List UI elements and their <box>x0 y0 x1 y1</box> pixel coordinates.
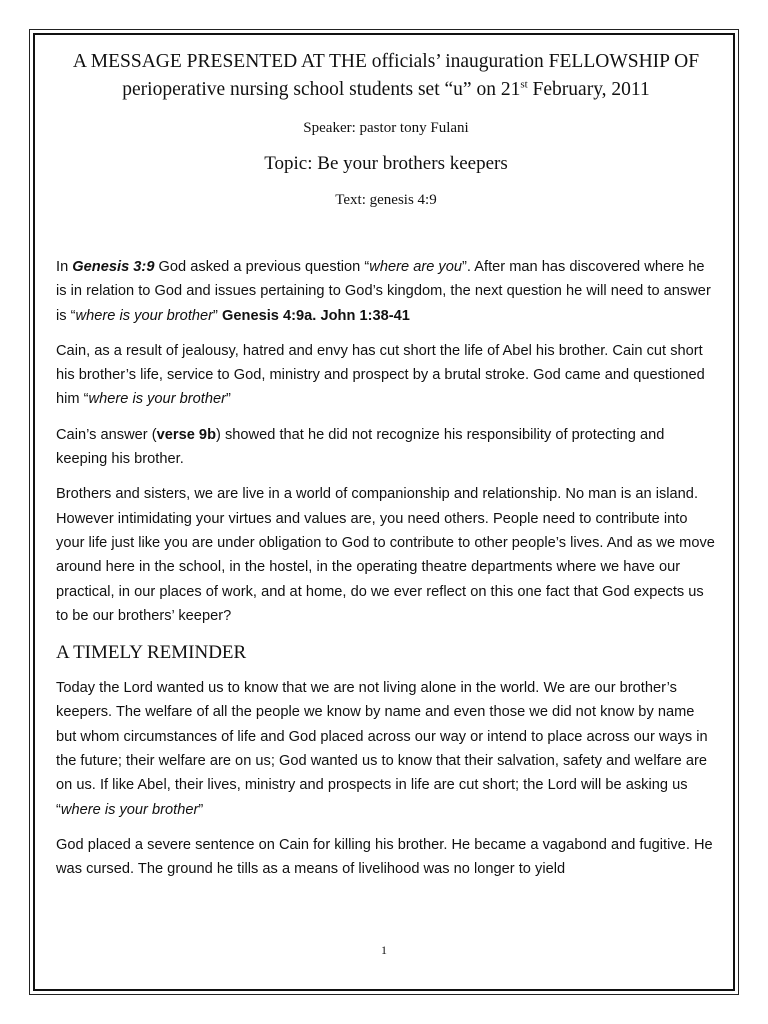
quoted-question: where are you <box>369 259 463 275</box>
document-body <box>56 48 716 893</box>
title-line-1: A MESSAGE PRESENTED AT THE officials’ inauguration FELLOWSHIP OF <box>72 51 700 72</box>
scripture-reference: Genesis 4:9a. John 1:38-41 <box>222 307 410 324</box>
paragraph-6: God placed a severe sentence on Cain for killing his brother. He became a vagabond and fugitive. He was cursed. The ground he tills as a means of livelihood was no longer to yield <box>56 836 713 878</box>
verse-reference: verse 9b <box>156 426 216 443</box>
speaker-line: Speaker: pastor tony Fulani <box>303 120 469 136</box>
text-reference: Text: genesis 4:9 <box>335 192 437 208</box>
quoted-question: where is your brother <box>60 801 199 818</box>
quoted-question: where is your brother <box>75 307 214 324</box>
topic-line: Topic: Be your brothers keepers <box>264 153 508 174</box>
section-heading: A TIMELY REMINDER <box>56 642 247 664</box>
scripture-reference: Genesis 3:9 <box>72 259 155 275</box>
document-title <box>56 48 716 104</box>
paragraph-2: Cain, as a result of jealousy, hatred and envy has cut short the life of Abel his brother. Cain cut short his brother’s life, service to God, ministry and prospect by a brutal stroke. God came and questioned him “where is your brother” <box>56 342 705 408</box>
title-line-2: perioperative nursing school students set “u” on 21st February, 2011 <box>122 78 650 100</box>
paragraph-1: In Genesis 3:9 God asked a previous question “where are you”. After man has discovered where he is in relation to God and issues pertaining to God’s kingdom, the next question he will need to answer is “where is your brother” Genesis 4:9a. John 1:38-41 <box>56 259 711 324</box>
paragraph-4: Brothers and sisters, we are live in a world of companionship and relationship. No man is an island. However intimidating your virtues and values are, you need others. People need to contribute into your life just like you are under obligation to God to contribute to other people’s lives. And as we move around here in the school, in the hostel, in the operating theatre departments where we have our practical, in our places of work, and at home, do we ever reflect on this one fact that God expects us to be our brothers’ keeper? <box>56 486 715 624</box>
paragraph-5: Today the Lord wanted us to know that we are not living alone in the world. We are our brother’s keepers. The welfare of all the people we know by name and even those we did not know by name but whom circumstances of life and God placed across our way or intend to place across our ways in the future; their welfare are on us; God wanted us to know that their salvation, safety and welfare are on us. If like Abel, their lives, ministry and prospects in life are cut short; the Lord will be asking us “where is your brother” <box>56 680 708 818</box>
page-number: 1 <box>381 943 387 957</box>
paragraph-3: Cain’s answer (verse 9b) showed that he did not recognize his responsibility of protecting and keeping his brother. <box>56 426 665 468</box>
date-ordinal-suffix: st <box>520 78 528 91</box>
quoted-question: where is your brother <box>88 391 227 408</box>
